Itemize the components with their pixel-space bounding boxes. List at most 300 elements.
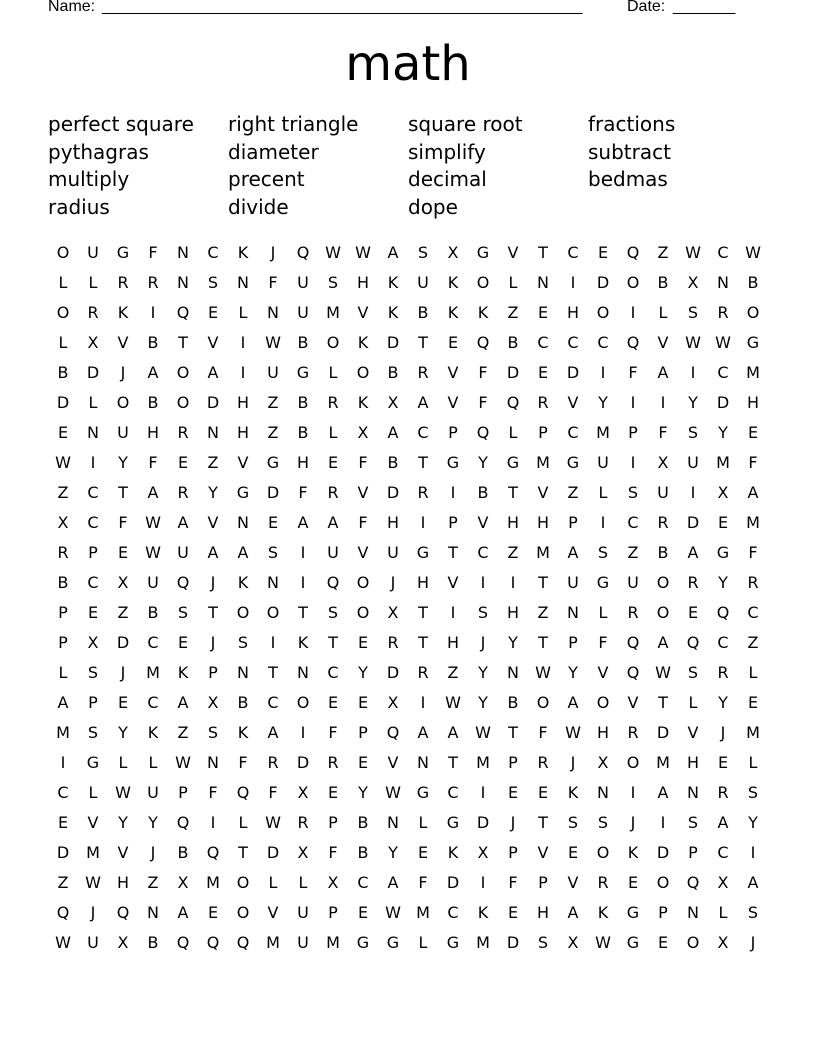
grid-letter[interactable]: A [177,903,189,922]
grid-letter[interactable]: A [177,513,189,532]
grid-letter[interactable]: U [297,933,309,952]
grid-letter[interactable]: V [627,693,639,712]
grid-letter[interactable]: F [478,393,488,412]
grid-letter[interactable]: K [237,243,249,262]
grid-letter[interactable]: S [87,723,99,742]
grid-letter[interactable]: K [237,573,249,592]
grid-letter[interactable]: G [236,483,250,502]
grid-letter[interactable]: Q [686,633,700,652]
grid-letter[interactable]: V [537,843,549,862]
grid-letter[interactable]: K [297,633,309,652]
grid-letter[interactable]: K [237,723,249,742]
grid-letter[interactable]: X [297,843,309,862]
grid-letter[interactable]: Q [176,813,190,832]
grid-letter[interactable]: E [327,453,339,472]
grid-letter[interactable]: K [147,723,159,742]
grid-letter[interactable]: F [118,513,128,532]
grid-letter[interactable]: E [417,843,429,862]
grid-letter[interactable]: J [750,933,756,952]
grid-letter[interactable]: C [627,513,639,532]
grid-letter[interactable]: V [117,333,129,352]
grid-letter[interactable]: G [716,543,730,562]
grid-letter[interactable]: F [148,243,158,262]
grid-letter[interactable]: D [506,363,520,382]
grid-letter[interactable]: X [657,453,669,472]
grid-letter[interactable]: E [537,303,549,322]
grid-letter[interactable]: K [477,903,489,922]
grid-letter[interactable]: L [238,303,248,322]
grid-letter[interactable]: R [687,573,699,592]
grid-letter[interactable]: J [90,903,96,922]
grid-letter[interactable]: H [386,513,400,532]
grid-letter[interactable]: U [267,363,279,382]
grid-letter[interactable]: V [657,333,669,352]
grid-letter[interactable]: H [506,603,520,622]
grid-letter[interactable]: R [387,633,399,652]
grid-letter[interactable]: A [417,723,429,742]
grid-letter[interactable]: C [597,333,609,352]
grid-letter[interactable]: A [747,873,759,892]
grid-letter[interactable]: L [148,753,158,772]
grid-letter[interactable]: C [87,483,99,502]
grid-letter[interactable]: D [86,363,100,382]
grid-letter[interactable]: N [237,273,249,292]
grid-letter[interactable]: L [88,783,98,802]
grid-letter[interactable]: C [327,663,339,682]
grid-letter[interactable]: O [176,363,190,382]
grid-letter[interactable]: V [357,543,369,562]
grid-letter[interactable]: Q [206,843,220,862]
grid-letter[interactable]: N [267,303,279,322]
grid-letter[interactable]: T [118,483,128,502]
grid-letter[interactable]: C [717,243,729,262]
grid-letter[interactable]: W [265,333,281,352]
grid-letter[interactable]: R [177,483,189,502]
grid-letter[interactable]: C [147,633,159,652]
grid-letter[interactable]: V [447,363,459,382]
grid-letter[interactable]: I [90,453,96,472]
grid-letter[interactable]: V [477,513,489,532]
grid-letter[interactable]: O [356,573,370,592]
grid-letter[interactable]: P [328,903,338,922]
grid-letter[interactable]: B [387,363,399,382]
grid-letter[interactable]: Z [567,483,579,502]
grid-letter[interactable]: O [656,603,670,622]
grid-letter[interactable]: V [567,393,579,412]
grid-letter[interactable]: I [240,333,246,352]
grid-letter[interactable]: Q [626,633,640,652]
grid-letter[interactable]: B [147,603,159,622]
grid-letter[interactable]: E [357,753,369,772]
grid-letter[interactable]: S [597,543,609,562]
grid-letter[interactable]: Z [507,303,519,322]
grid-letter[interactable]: O [476,273,490,292]
grid-letter[interactable]: F [268,273,278,292]
grid-letter[interactable]: G [506,453,520,472]
grid-letter[interactable]: R [417,483,429,502]
grid-letter[interactable]: V [237,453,249,472]
grid-letter[interactable]: V [507,243,519,262]
grid-letter[interactable]: Q [626,663,640,682]
grid-letter[interactable]: L [748,663,758,682]
grid-letter[interactable]: A [57,693,69,712]
grid-letter[interactable]: T [538,813,548,832]
grid-letter[interactable]: G [626,933,640,952]
grid-letter[interactable]: Q [236,933,250,952]
grid-letter[interactable]: Y [208,483,218,502]
grid-letter[interactable]: Y [478,453,488,472]
grid-letter[interactable]: S [687,423,699,442]
grid-letter[interactable]: R [597,873,609,892]
grid-letter[interactable]: S [207,273,219,292]
grid-letter[interactable]: P [568,513,578,532]
grid-letter[interactable]: T [418,603,428,622]
grid-letter[interactable]: W [655,663,671,682]
grid-letter[interactable]: S [627,483,639,502]
grid-letter[interactable]: X [717,933,729,952]
grid-letter[interactable]: D [116,633,130,652]
grid-letter[interactable]: I [600,513,606,532]
grid-letter[interactable]: N [297,663,309,682]
grid-letter[interactable]: I [60,753,66,772]
grid-letter[interactable]: N [87,423,99,442]
grid-letter[interactable]: W [445,693,461,712]
grid-letter[interactable]: M [476,753,490,772]
grid-letter[interactable]: P [448,513,458,532]
grid-letter[interactable]: A [657,783,669,802]
grid-letter[interactable]: B [57,363,69,382]
grid-letter[interactable]: N [387,813,399,832]
grid-letter[interactable]: B [177,843,189,862]
grid-letter[interactable]: G [116,243,130,262]
grid-letter[interactable]: H [536,513,550,532]
grid-letter[interactable]: N [567,603,579,622]
grid-letter[interactable]: Y [508,633,518,652]
grid-letter[interactable]: M [266,933,280,952]
grid-letter[interactable]: Y [388,843,398,862]
grid-letter[interactable]: P [538,873,548,892]
grid-letter[interactable]: S [207,723,219,742]
grid-letter[interactable]: U [147,783,159,802]
grid-letter[interactable]: X [327,873,339,892]
grid-letter[interactable]: H [236,423,250,442]
grid-letter[interactable]: T [238,843,248,862]
grid-letter[interactable]: U [327,543,339,562]
grid-letter[interactable]: B [657,273,669,292]
grid-letter[interactable]: F [748,453,758,472]
grid-letter[interactable]: R [327,393,339,412]
grid-letter[interactable]: O [56,243,70,262]
grid-letter[interactable]: J [210,633,216,652]
grid-letter[interactable]: J [120,363,126,382]
grid-letter[interactable]: K [567,783,579,802]
grid-letter[interactable]: C [717,633,729,652]
grid-letter[interactable]: V [357,483,369,502]
grid-letter[interactable]: C [567,333,579,352]
grid-letter[interactable]: Q [116,903,130,922]
grid-letter[interactable]: B [147,333,159,352]
grid-letter[interactable]: C [417,423,429,442]
grid-letter[interactable]: D [656,723,670,742]
grid-letter[interactable]: A [417,393,429,412]
grid-letter[interactable]: K [117,303,129,322]
grid-letter[interactable]: R [117,273,129,292]
grid-letter[interactable]: C [447,783,459,802]
grid-letter[interactable]: Q [716,603,730,622]
grid-letter[interactable]: U [297,903,309,922]
grid-letter[interactable]: L [238,813,248,832]
grid-letter[interactable]: A [297,513,309,532]
grid-letter[interactable]: G [566,453,580,472]
grid-letter[interactable]: P [58,633,68,652]
grid-letter[interactable]: C [357,873,369,892]
grid-letter[interactable]: D [296,753,310,772]
grid-letter[interactable]: J [150,843,156,862]
grid-letter[interactable]: F [268,783,278,802]
grid-letter[interactable]: G [416,783,430,802]
grid-letter[interactable]: F [598,633,608,652]
grid-letter[interactable]: I [510,573,516,592]
grid-letter[interactable]: E [507,903,519,922]
grid-letter[interactable]: T [448,753,458,772]
grid-letter[interactable]: U [687,453,699,472]
grid-letter[interactable]: Q [296,243,310,262]
grid-letter[interactable]: X [687,273,699,292]
grid-letter[interactable]: A [567,693,579,712]
grid-letter[interactable]: W [715,333,731,352]
grid-letter[interactable]: Z [177,723,189,742]
grid-letter[interactable]: D [56,843,70,862]
grid-letter[interactable]: E [357,903,369,922]
grid-letter[interactable]: R [747,573,759,592]
grid-letter[interactable]: T [418,453,428,472]
grid-letter[interactable]: X [297,783,309,802]
grid-letter[interactable]: C [567,423,579,442]
grid-letter[interactable]: V [597,663,609,682]
grid-letter[interactable]: M [326,303,340,322]
grid-letter[interactable]: Y [118,813,128,832]
grid-letter[interactable]: C [267,693,279,712]
grid-letter[interactable]: U [567,573,579,592]
grid-letter[interactable]: H [506,513,520,532]
grid-letter[interactable]: E [657,933,669,952]
grid-letter[interactable]: J [120,663,126,682]
grid-letter[interactable]: N [537,273,549,292]
grid-letter[interactable]: M [146,663,160,682]
grid-letter[interactable]: C [717,363,729,382]
grid-letter[interactable]: L [328,423,338,442]
grid-letter[interactable]: E [507,783,519,802]
grid-letter[interactable]: N [177,243,189,262]
grid-letter[interactable]: L [298,873,308,892]
grid-letter[interactable]: O [536,693,550,712]
grid-letter[interactable]: Y [718,573,728,592]
grid-letter[interactable]: J [210,573,216,592]
grid-letter[interactable]: I [300,573,306,592]
grid-letter[interactable]: B [357,813,369,832]
grid-letter[interactable]: O [266,603,280,622]
grid-letter[interactable]: E [57,813,69,832]
grid-letter[interactable]: N [207,423,219,442]
grid-letter[interactable]: U [387,543,399,562]
grid-letter[interactable]: X [567,933,579,952]
grid-letter[interactable]: L [688,693,698,712]
grid-letter[interactable]: W [475,723,491,742]
grid-letter[interactable]: Z [267,423,279,442]
grid-letter[interactable]: W [685,243,701,262]
grid-letter[interactable]: G [746,333,760,352]
grid-letter[interactable]: M [416,903,430,922]
grid-letter[interactable]: G [476,243,490,262]
grid-letter[interactable]: D [716,393,730,412]
grid-letter[interactable]: M [206,873,220,892]
grid-letter[interactable]: U [627,573,639,592]
grid-letter[interactable]: A [687,543,699,562]
grid-letter[interactable]: O [656,873,670,892]
grid-letter[interactable]: T [418,633,428,652]
grid-letter[interactable]: S [687,813,699,832]
grid-letter[interactable]: H [416,573,430,592]
grid-letter[interactable]: C [747,603,759,622]
grid-letter[interactable]: E [717,513,729,532]
grid-letter[interactable]: A [387,423,399,442]
grid-letter[interactable]: M [86,843,100,862]
grid-letter[interactable]: J [480,633,486,652]
grid-letter[interactable]: D [446,873,460,892]
grid-letter[interactable]: I [300,723,306,742]
grid-letter[interactable]: E [267,513,279,532]
grid-letter[interactable]: M [746,363,760,382]
grid-letter[interactable]: D [566,363,580,382]
grid-letter[interactable]: W [325,243,341,262]
grid-letter[interactable]: N [237,513,249,532]
grid-letter[interactable]: Q [176,303,190,322]
grid-letter[interactable]: E [327,783,339,802]
grid-letter[interactable]: U [147,573,159,592]
grid-letter[interactable]: M [746,513,760,532]
grid-letter[interactable]: X [117,933,129,952]
grid-letter[interactable]: M [746,723,760,742]
grid-letter[interactable]: O [296,693,310,712]
grid-letter[interactable]: P [508,753,518,772]
grid-letter[interactable]: B [387,453,399,472]
grid-letter[interactable]: U [657,483,669,502]
grid-letter[interactable]: N [717,273,729,292]
grid-letter[interactable]: D [596,273,610,292]
grid-letter[interactable]: A [747,483,759,502]
grid-letter[interactable]: E [117,693,129,712]
grid-letter[interactable]: O [326,333,340,352]
grid-letter[interactable]: C [717,843,729,862]
grid-letter[interactable]: X [387,393,399,412]
grid-letter[interactable]: T [208,603,218,622]
grid-letter[interactable]: X [87,333,99,352]
grid-letter[interactable]: L [658,303,668,322]
grid-letter[interactable]: A [147,483,159,502]
grid-letter[interactable]: V [207,513,219,532]
grid-letter[interactable]: L [268,873,278,892]
grid-letter[interactable]: E [207,903,219,922]
grid-letter[interactable]: X [357,423,369,442]
grid-letter[interactable]: P [328,813,338,832]
grid-letter[interactable]: W [175,753,191,772]
grid-letter[interactable]: H [566,303,580,322]
grid-letter[interactable]: W [355,243,371,262]
grid-letter[interactable]: R [147,273,159,292]
grid-letter[interactable]: B [57,573,69,592]
grid-letter[interactable]: N [177,273,189,292]
grid-letter[interactable]: D [506,933,520,952]
grid-letter[interactable]: K [627,843,639,862]
grid-letter[interactable]: O [686,933,700,952]
grid-letter[interactable]: G [596,573,610,592]
grid-letter[interactable]: T [298,603,308,622]
grid-letter[interactable]: C [147,693,159,712]
grid-letter[interactable]: F [478,363,488,382]
grid-letter[interactable]: Z [657,243,669,262]
grid-letter[interactable]: M [656,753,670,772]
grid-letter[interactable]: U [297,303,309,322]
grid-letter[interactable]: F [328,843,338,862]
grid-letter[interactable]: C [207,243,219,262]
grid-letter[interactable]: X [447,243,459,262]
grid-letter[interactable]: L [58,333,68,352]
grid-letter[interactable]: F [418,873,428,892]
grid-letter[interactable]: V [447,393,459,412]
grid-letter[interactable]: V [117,843,129,862]
grid-letter[interactable]: S [477,603,489,622]
grid-letter[interactable]: Y [748,813,758,832]
grid-letter[interactable]: U [297,273,309,292]
grid-letter[interactable]: B [477,483,489,502]
grid-letter[interactable]: R [417,663,429,682]
grid-letter[interactable]: B [147,393,159,412]
grid-letter[interactable]: K [447,843,459,862]
grid-letter[interactable]: R [627,603,639,622]
grid-letter[interactable]: L [598,603,608,622]
grid-letter[interactable]: Q [476,423,490,442]
grid-letter[interactable]: R [327,483,339,502]
grid-letter[interactable]: S [687,303,699,322]
grid-letter[interactable]: I [630,783,636,802]
grid-letter[interactable]: K [387,273,399,292]
grid-letter[interactable]: J [720,723,726,742]
grid-letter[interactable]: P [178,783,188,802]
grid-letter[interactable]: V [537,483,549,502]
grid-letter[interactable]: M [56,723,70,742]
grid-letter[interactable]: Z [57,483,69,502]
grid-letter[interactable]: M [536,543,550,562]
grid-letter[interactable]: T [538,573,548,592]
grid-letter[interactable]: O [596,303,610,322]
grid-letter[interactable]: Z [57,873,69,892]
grid-letter[interactable]: W [85,873,101,892]
grid-letter[interactable]: D [686,513,700,532]
grid-letter[interactable]: B [147,933,159,952]
grid-letter[interactable]: I [420,513,426,532]
grid-letter[interactable]: H [146,423,160,442]
grid-letter[interactable]: Y [568,663,578,682]
grid-letter[interactable]: B [657,543,669,562]
grid-letter[interactable]: S [417,243,429,262]
grid-letter[interactable]: Y [478,663,488,682]
grid-letter[interactable]: O [356,603,370,622]
grid-letter[interactable]: X [177,873,189,892]
grid-letter[interactable]: E [177,453,189,472]
grid-letter[interactable]: E [687,603,699,622]
grid-letter[interactable]: E [627,873,639,892]
grid-letter[interactable]: D [266,843,280,862]
